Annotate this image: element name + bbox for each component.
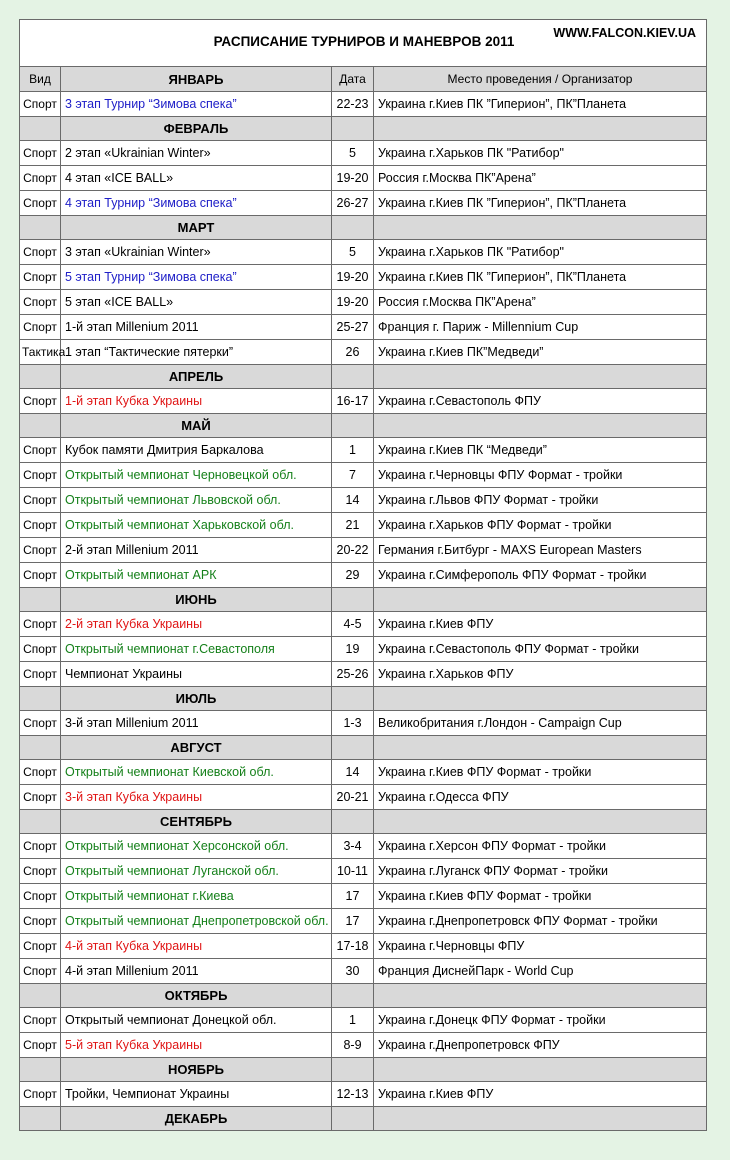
event-place: Украина г.Киев ФПУ	[374, 612, 707, 637]
month-blank-cell	[332, 810, 374, 834]
table-row	[20, 711, 707, 736]
event-place: Украина г.Херсон ФПУ Формат - тройки	[374, 834, 707, 859]
month-blank-cell	[20, 1107, 61, 1131]
month-name: ЯНВАРЬ	[61, 67, 332, 92]
event-date: 29	[332, 563, 374, 588]
event-type: Спорт	[20, 834, 61, 859]
month-header-row	[20, 810, 707, 834]
event-name: Открытый чемпионат Херсонской обл.	[61, 834, 332, 859]
event-type: Спорт	[20, 859, 61, 884]
event-name: 5 этап Турнир “Зимова спека”	[61, 265, 332, 290]
event-type: Спорт	[20, 166, 61, 191]
table-row	[20, 290, 707, 315]
event-type: Спорт	[20, 1082, 61, 1107]
event-date: 7	[332, 463, 374, 488]
month-header-row	[20, 216, 707, 240]
event-date: 14	[332, 488, 374, 513]
event-date: 4-5	[332, 612, 374, 637]
event-date: 8-9	[332, 1033, 374, 1058]
event-name: Открытый чемпионат Луганской обл.	[61, 859, 332, 884]
table-row	[20, 141, 707, 166]
month-header-row	[20, 687, 707, 711]
event-place: Украина г.Симферополь ФПУ Формат - тройки	[374, 563, 707, 588]
month-blank-cell	[20, 365, 61, 389]
event-type: Спорт	[20, 265, 61, 290]
table-row	[20, 315, 707, 340]
month-blank-cell	[332, 414, 374, 438]
table-row	[20, 1082, 707, 1107]
month-blank-cell	[374, 984, 707, 1008]
column-header-place: Место проведения / Организатор	[374, 67, 707, 92]
table-row	[20, 662, 707, 687]
schedule-sheet	[19, 19, 706, 1131]
table-row	[20, 265, 707, 290]
event-place: Украина г.Киев ФПУ Формат - тройки	[374, 884, 707, 909]
month-blank-cell	[332, 1058, 374, 1082]
event-date: 1	[332, 1008, 374, 1033]
event-type: Спорт	[20, 290, 61, 315]
event-type: Спорт	[20, 785, 61, 810]
table-row	[20, 488, 707, 513]
event-type: Спорт	[20, 463, 61, 488]
event-place: Франция г. Париж - Millennium Cup	[374, 315, 707, 340]
table-row	[20, 240, 707, 265]
event-type: Спорт	[20, 240, 61, 265]
event-date: 21	[332, 513, 374, 538]
table-row	[20, 1033, 707, 1058]
month-blank-cell	[374, 1107, 707, 1131]
month-header-row	[20, 365, 707, 389]
table-row	[20, 166, 707, 191]
title-row	[20, 20, 707, 67]
event-name: 2-й этап Кубка Украины	[61, 612, 332, 637]
table-row	[20, 538, 707, 563]
month-blank-cell	[20, 736, 61, 760]
table-row	[20, 959, 707, 984]
month-blank-cell	[374, 365, 707, 389]
event-place: Украина г.Харьков ФПУ Формат - тройки	[374, 513, 707, 538]
table-row	[20, 92, 707, 117]
event-place: Украина г.Киев ПК ”Гиперион”, ПК”Планета	[374, 92, 707, 117]
event-type: Спорт	[20, 538, 61, 563]
event-name: 4 этап «ICE BALL»	[61, 166, 332, 191]
event-type: Спорт	[20, 563, 61, 588]
month-blank-cell	[332, 117, 374, 141]
month-blank-cell	[20, 414, 61, 438]
event-name: 4-й этап Millenium 2011	[61, 959, 332, 984]
event-place: Великобритания г.Лондон - Campaign Cup	[374, 711, 707, 736]
event-date: 10-11	[332, 859, 374, 884]
event-date: 1	[332, 438, 374, 463]
event-type: Спорт	[20, 92, 61, 117]
month-blank-cell	[332, 984, 374, 1008]
event-place: Украина г.Киев ПК ”Гиперион”, ПК”Планета	[374, 265, 707, 290]
month-name: НОЯБРЬ	[61, 1058, 332, 1082]
event-name: 2-й этап Millenium 2011	[61, 538, 332, 563]
event-name: 3-й этап Кубка Украины	[61, 785, 332, 810]
month-blank-cell	[332, 1107, 374, 1131]
month-name: МАЙ	[61, 414, 332, 438]
event-place: Россия г.Москва ПК”Арена”	[374, 290, 707, 315]
table-row	[20, 463, 707, 488]
event-type: Спорт	[20, 1008, 61, 1033]
event-place: Украина г.Севастополь ФПУ Формат - тройки	[374, 637, 707, 662]
month-name: ИЮНЬ	[61, 588, 332, 612]
event-date: 14	[332, 760, 374, 785]
event-date: 12-13	[332, 1082, 374, 1107]
table-row	[20, 340, 707, 365]
month-blank-cell	[374, 414, 707, 438]
site-url: WWW.FALCON.KIEV.UA	[553, 26, 696, 40]
table-row	[20, 191, 707, 216]
month-name: ФЕВРАЛЬ	[61, 117, 332, 141]
event-name: 1-й этап Кубка Украины	[61, 389, 332, 414]
table-row	[20, 1008, 707, 1033]
event-date: 17-18	[332, 934, 374, 959]
column-header-date: Дата	[332, 67, 374, 92]
event-name: 3 этап Турнир “Зимова спека”	[61, 92, 332, 117]
event-type: Спорт	[20, 612, 61, 637]
month-header-row	[20, 117, 707, 141]
event-type: Спорт	[20, 884, 61, 909]
table-row	[20, 612, 707, 637]
month-name: СЕНТЯБРЬ	[61, 810, 332, 834]
event-place: Украина г.Луганск ФПУ Формат - тройки	[374, 859, 707, 884]
event-type: Спорт	[20, 637, 61, 662]
title-cell	[20, 20, 707, 67]
table-row	[20, 513, 707, 538]
page-title: РАСПИСАНИЕ ТУРНИРОВ И МАНЕВРОВ 2011	[213, 34, 515, 49]
month-header-row	[20, 736, 707, 760]
event-name: Чемпионат Украины	[61, 662, 332, 687]
event-date: 17	[332, 884, 374, 909]
month-blank-cell	[20, 687, 61, 711]
event-type: Спорт	[20, 191, 61, 216]
event-type: Спорт	[20, 662, 61, 687]
event-name: 5 этап «ICE BALL»	[61, 290, 332, 315]
event-type: Спорт	[20, 389, 61, 414]
month-header-row	[20, 984, 707, 1008]
event-place: Украина г.Днепропетровск ФПУ	[374, 1033, 707, 1058]
month-blank-cell	[374, 216, 707, 240]
event-type: Спорт	[20, 909, 61, 934]
event-type: Спорт	[20, 760, 61, 785]
event-place: Украина г.Днепропетровск ФПУ Формат - тройки	[374, 909, 707, 934]
month-blank-cell	[374, 687, 707, 711]
event-name: Открытый чемпионат АРК	[61, 563, 332, 588]
month-name: МАРТ	[61, 216, 332, 240]
table-row	[20, 637, 707, 662]
event-date: 5	[332, 240, 374, 265]
month-blank-cell	[20, 117, 61, 141]
month-header-row	[20, 588, 707, 612]
event-place: Россия г.Москва ПК”Арена”	[374, 166, 707, 191]
event-type: Спорт	[20, 141, 61, 166]
event-date: 19	[332, 637, 374, 662]
event-name: 5-й этап Кубка Украины	[61, 1033, 332, 1058]
event-name: 1-й этап Millenium 2011	[61, 315, 332, 340]
month-blank-cell	[332, 216, 374, 240]
event-name: Открытый чемпионат Донецкой обл.	[61, 1008, 332, 1033]
month-blank-cell	[332, 588, 374, 612]
month-blank-cell	[20, 1058, 61, 1082]
month-blank-cell	[20, 216, 61, 240]
table-row	[20, 785, 707, 810]
event-place: Украина г.Киев ПК “Медведи”	[374, 438, 707, 463]
month-name: ИЮЛЬ	[61, 687, 332, 711]
event-type: Спорт	[20, 1033, 61, 1058]
event-name: 3 этап «Ukrainian Winter»	[61, 240, 332, 265]
column-header-type: Вид	[20, 67, 61, 92]
month-name: АВГУСТ	[61, 736, 332, 760]
table-row	[20, 760, 707, 785]
month-blank-cell	[374, 736, 707, 760]
event-place: Украина г.Одесса ФПУ	[374, 785, 707, 810]
month-blank-cell	[374, 117, 707, 141]
month-blank-cell	[20, 588, 61, 612]
event-name: Открытый чемпионат Киевской обл.	[61, 760, 332, 785]
event-date: 3-4	[332, 834, 374, 859]
event-name: Открытый чемпионат Днепропетровской обл.	[61, 909, 332, 934]
event-name: Кубок памяти Дмитрия Баркалова	[61, 438, 332, 463]
event-name: Открытый чемпионат Черновецкой обл.	[61, 463, 332, 488]
event-place: Украина г.Киев ПК”Медведи”	[374, 340, 707, 365]
event-type: Спорт	[20, 934, 61, 959]
event-place: Украина г.Киев ПК ”Гиперион”, ПК”Планета	[374, 191, 707, 216]
event-place: Украина г.Черновцы ФПУ Формат - тройки	[374, 463, 707, 488]
event-name: Открытый чемпионат г.Киева	[61, 884, 332, 909]
event-place: Украина г.Харьков ПК "Ратибор"	[374, 141, 707, 166]
event-date: 25-27	[332, 315, 374, 340]
event-date: 30	[332, 959, 374, 984]
event-type: Спорт	[20, 488, 61, 513]
month-blank-cell	[20, 984, 61, 1008]
event-type: Спорт	[20, 711, 61, 736]
month-header-row	[20, 67, 707, 92]
table-row	[20, 859, 707, 884]
event-place: Украина г.Киев ФПУ Формат - тройки	[374, 760, 707, 785]
event-date: 25-26	[332, 662, 374, 687]
event-type: Спорт	[20, 315, 61, 340]
table-row	[20, 934, 707, 959]
month-header-row	[20, 1058, 707, 1082]
table-row	[20, 563, 707, 588]
event-type: Спорт	[20, 513, 61, 538]
month-name: АПРЕЛЬ	[61, 365, 332, 389]
event-date: 19-20	[332, 166, 374, 191]
event-date: 19-20	[332, 290, 374, 315]
event-type: Тактика	[20, 340, 61, 365]
month-blank-cell	[374, 810, 707, 834]
table-row	[20, 909, 707, 934]
event-name: 1 этап “Тактические пятерки”	[61, 340, 332, 365]
event-name: Открытый чемпионат г.Севастополя	[61, 637, 332, 662]
schedule-table	[19, 19, 707, 1131]
month-blank-cell	[332, 687, 374, 711]
month-header-row	[20, 1107, 707, 1131]
table-row	[20, 884, 707, 909]
event-name: Тройки, Чемпионат Украины	[61, 1082, 332, 1107]
event-place: Украина г.Киев ФПУ	[374, 1082, 707, 1107]
table-row	[20, 389, 707, 414]
event-date: 20-22	[332, 538, 374, 563]
month-blank-cell	[374, 1058, 707, 1082]
event-place: Украина г.Харьков ФПУ	[374, 662, 707, 687]
event-name: Открытый чемпионат Львовской обл.	[61, 488, 332, 513]
event-type: Спорт	[20, 959, 61, 984]
event-date: 16-17	[332, 389, 374, 414]
event-date: 22-23	[332, 92, 374, 117]
event-name: Открытый чемпионат Харьковской обл.	[61, 513, 332, 538]
event-name: 3-й этап Millenium 2011	[61, 711, 332, 736]
event-place: Украина г.Донецк ФПУ Формат - тройки	[374, 1008, 707, 1033]
event-date: 1-3	[332, 711, 374, 736]
event-date: 26-27	[332, 191, 374, 216]
table-row	[20, 834, 707, 859]
event-name: 2 этап «Ukrainian Winter»	[61, 141, 332, 166]
event-date: 17	[332, 909, 374, 934]
event-place: Украина г.Черновцы ФПУ	[374, 934, 707, 959]
event-place: Украина г.Севастополь ФПУ	[374, 389, 707, 414]
event-place: Германия г.Битбург - MAXS European Masters	[374, 538, 707, 563]
month-name: ОКТЯБРЬ	[61, 984, 332, 1008]
event-date: 26	[332, 340, 374, 365]
event-date: 5	[332, 141, 374, 166]
month-blank-cell	[20, 810, 61, 834]
event-date: 19-20	[332, 265, 374, 290]
event-date: 20-21	[332, 785, 374, 810]
event-place: Франция ДиснейПарк - World Cup	[374, 959, 707, 984]
month-blank-cell	[374, 588, 707, 612]
table-row	[20, 438, 707, 463]
event-type: Спорт	[20, 438, 61, 463]
month-header-row	[20, 414, 707, 438]
event-name: 4 этап Турнир “Зимова спека”	[61, 191, 332, 216]
month-blank-cell	[332, 736, 374, 760]
month-name: ДЕКАБРЬ	[61, 1107, 332, 1131]
month-blank-cell	[332, 365, 374, 389]
event-place: Украина г.Львов ФПУ Формат - тройки	[374, 488, 707, 513]
event-name: 4-й этап Кубка Украины	[61, 934, 332, 959]
event-place: Украина г.Харьков ПК "Ратибор"	[374, 240, 707, 265]
